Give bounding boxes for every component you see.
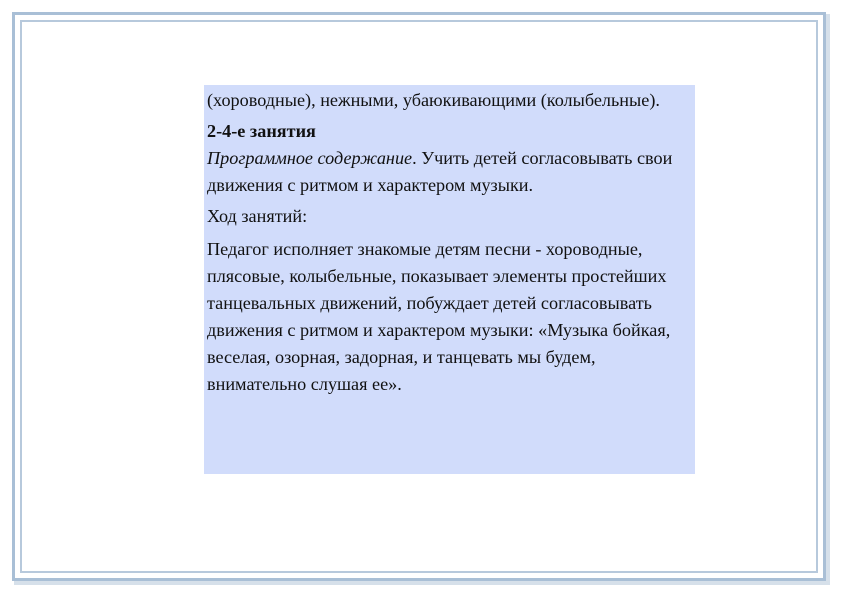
main-paragraph: Педагог исполняет знакомые детям песни - хороводные, плясовые, колыбельные, показывает элементы простейших танцевальных движений, побуждает детей согласовывать движения с ритмом и характером музыки: «Музыка бойкая, веселая, озорная, задорная, и танцевать мы будем, внимательно слушая ее».	[207, 239, 671, 394]
program-label: Программное содержание	[207, 148, 413, 168]
intro-paragraph: (хороводные), нежными, убаюкивающими (колыбельные).	[207, 90, 660, 110]
lesson-heading: 2-4-е занятия	[207, 121, 316, 141]
program-paragraph	[207, 145, 693, 199]
program-text: . Учить детей согласовывать свои движения с ритмом и характером музыки.	[207, 148, 673, 195]
frame-shadow-bottom	[14, 581, 830, 585]
lesson-course-label: Ход занятий:	[207, 206, 308, 226]
text-box	[204, 85, 695, 474]
frame-shadow-right	[826, 14, 830, 583]
